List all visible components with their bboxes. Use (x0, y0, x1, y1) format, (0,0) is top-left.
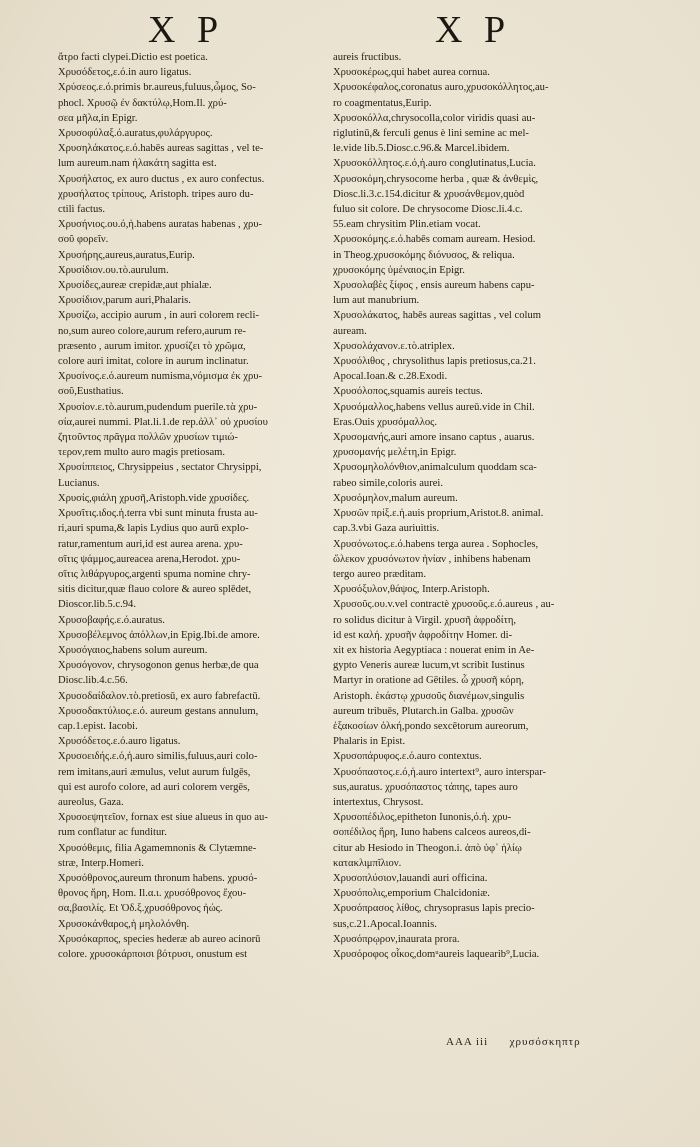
text-line: ro coagmentatus,Eurip. (333, 97, 432, 109)
text-line: rem imitans,auri æmulus, velut aurum fulgēs, (58, 766, 251, 778)
text-line: cap.3.vbi Gaza auriuittis. (333, 523, 440, 535)
text-line: stræ, Interp.Homeri. (58, 857, 144, 869)
text-line: rabeo simile,coloris aurei. (333, 477, 444, 489)
text-line: phocl. Χρυσῷ ἐν δακτύλῳ,Hom.Il. χρύ- (58, 97, 227, 109)
text-line: ὥλεκον χρυσόνωτον ἡνίαν , inhibens habenam (333, 553, 531, 565)
text-line: colore auri imitat, colore in aurum inclinatur. (58, 356, 249, 368)
text-line: Χρυσόροφος οἶκος,domᵘaureis laquearib⁹,Lucia. (333, 948, 540, 960)
text-line: Apocal.Ioan.& c.28.Exodi. (333, 371, 448, 383)
text-line: Χρυσοειδής.ε.ό,ἡ.auro similis,fuluus,auri colo- (58, 751, 258, 763)
text-line: Χρυσόπρῳρον,inaurata prora. (333, 933, 460, 945)
text-line: sitis dicitur,quæ flauo colore & aureo splēdet, (58, 584, 252, 596)
text-line: Χρυσόπρασος λίθος, chrysoprasus lapis precio- (333, 903, 535, 915)
text-line: χρυσομανής μελέτη,in Epigr. (333, 447, 457, 459)
text-line: Χρυσίον.ε.τὸ.aurum,pudendum puerile.τὰ χρυ- (58, 401, 258, 413)
text-line: Χρυσόγονον, chrysogonon genus herbæ,de qua (58, 660, 259, 672)
text-line: Χρυσοπλύσιον,lauandi auri officina. (333, 872, 488, 884)
text-line: id est καλή. χρυσῆν ἀφροδίτην Homer. di- (333, 629, 513, 641)
text-line: ratur,ramentum auri,id est aurea arena. χρυ- (58, 538, 243, 550)
catchword: χρυσόσκηπτρ (509, 1036, 581, 1048)
text-line: Χρυσόξυλον,θάψος, Interp.Aristoph. (333, 584, 490, 596)
text-line: Χρυσοφύλαξ.ό.auratus,φυλάργυρος. (58, 128, 213, 140)
text-line: Χρύσεος.ε.ό.primis br.aureus,fuluus,ὦμος, So- (58, 82, 256, 94)
text-line: Χρυσόπολις,emporium Chalcidoniæ. (333, 888, 490, 900)
text-line: χρυσοκόμης ὑμέναιος,in Epigr. (333, 264, 465, 276)
text-line: Χρυσόλιθος , chrysolithus lapis pretiosus,ca.21. (333, 356, 536, 368)
text-line: intertextus, Chrysost. (333, 796, 424, 808)
text-line: Χρυσόμαλλος,habens vellus aureū.vide in Chil. (333, 401, 535, 413)
text-line: auream. (333, 325, 367, 337)
right-column (333, 50, 605, 962)
text-line: σοῦ,Eusthatius. (58, 386, 124, 398)
text-line: Aristoph. ἑκάστῳ χρυσοῦς διανέμων,singulis (333, 690, 525, 702)
text-line: lum aut manubrium. (333, 295, 420, 307)
text-line: Χρυσοδακτύλιος.ε.ό. aureum gestans annulum, (58, 705, 259, 717)
text-line: 55.eam chrysitim Plin.etiam vocat. (333, 219, 481, 231)
text-line: Χρυσόδετος.ε.ό.auro ligatus. (58, 736, 181, 748)
text-line: Χρυσίδιον.ου.τὸ.aurulum. (58, 264, 169, 276)
text-line: Χρυσόθεμις, filia Agamemnonis & Clytæmne- (58, 842, 257, 854)
running-head-left: X P (148, 9, 225, 51)
text-line: citur ab Hesiodo in Theogon.i. ἀπὸ ὑφ᾽ ἡλίῳ (333, 842, 522, 854)
page-footer (446, 1036, 581, 1048)
text-line: Diosc.li.3.c.154.dicitur & χρυσάνθεμον,quòd (333, 188, 525, 200)
text-line: Χρυσίς,φιάλη χρυσῆ,Aristoph.vide χρυσίδες. (58, 492, 250, 504)
text-line: ἑξακοσίων ὁλκή,pondo sexcētorum aureorum, (333, 720, 529, 732)
text-line: σῖτις λιθάργυρος,argenti spuma nomine chry- (58, 568, 251, 580)
text-line: ctili factus. (58, 204, 106, 216)
text-line: Χρυσίδιον,parum auri,Phalaris. (58, 295, 191, 307)
text-line: θρονος ἥρη, Hom. Il.α.ι. χρυσόθρονος ἔχου- (58, 888, 247, 900)
text-line: ri,auri spuma,& lapis Lydius quo aurū explo- (58, 523, 249, 535)
text-line: Χρυσοκόλλητος.ε.ό,ἡ.auro conglutinatus,Lucia. (333, 158, 536, 170)
text-line: σοπέδιλος ἥρη, Iuno habens calceos aureos,di- (333, 827, 531, 839)
text-line: xit ex historia Aegyptiaca : nouerat enim in Ae- (333, 644, 535, 656)
text-line: Χρυσολάκατος, habēs aureas sagittas , vel colum (333, 310, 541, 322)
text-line: Dioscor.lib.5.c.94. (58, 599, 136, 611)
text-line: rum conflatur ac funditur. (58, 827, 167, 839)
text-line: Χρυσολαβὲς ξίφος , ensis aureum habens capu- (333, 280, 535, 292)
text-line: aureolus, Gaza. (58, 796, 124, 808)
text-line: lum aureum.nam ἠλακάτη sagitta est. (58, 158, 217, 170)
text-line: Χρυσόνωτος.ε.ό.habens terga aurea . Sophocles, (333, 538, 539, 550)
text-line: fuluo sit colore. De chrysocome Diosc.li.4.c. (333, 204, 523, 216)
text-line: Χρυσήρης,aureus,auratus,Eurip. (58, 249, 195, 261)
text-line: Χρυσῖτις.ιδος.ἡ.terra vbi sunt minuta frusta au- (58, 508, 258, 520)
text-line: Χρυσολάχανον.ε.τὸ.atriplex. (333, 340, 455, 352)
text-line: cap.1.epist. Iacobi. (58, 720, 138, 732)
text-line: Χρυσόμηλον,malum aureum. (333, 492, 458, 504)
text-line: Χρυσοκόμης.ε.ό.habēs comam auream. Hesiod. (333, 234, 536, 246)
text-line: Χρυσόκαρπος, species hederæ ab aureo acinorū (58, 933, 261, 945)
text-line: Χρυσοπάρυφος.ε.ό.auro contextus. (333, 751, 482, 763)
text-line: colore. χρυσοκάρποισι βότρυσι, onustum est (58, 948, 248, 960)
text-line: Χρυσομηλολόνθιον,animalculum quoddam sca- (333, 462, 537, 474)
text-line: riglutinū,& ferculi genus è lini semine ac mel- (333, 128, 529, 140)
left-column (58, 50, 326, 962)
text-line: Χρυσίζω, accipio aurum , in auri colorem recli- (58, 310, 259, 322)
text-line: τερον,rem multo auro magis pretiosam. (58, 447, 226, 459)
text-line: Χρυσῶν πρίξ.ε.ἡ.auis proprium,Aristot.8. animal. (333, 508, 544, 520)
text-line: præsento , aurum imitor. χρυσίζει τὸ χρῶμα, (58, 340, 246, 352)
text-line: aureis fructibus. (333, 52, 402, 63)
text-line: κατακλιμπῖλιον. (333, 857, 402, 869)
text-line: Χρυσίππειος, Chrysippeius , sectator Chrysippi, (58, 462, 262, 474)
text-line: Χρυσόπαστος.ε.ό,ἡ.auro intertext⁹, auro interspar- (333, 766, 547, 778)
text-line: ζητοῦντος πρᾶγμα πολλῶν χρυσίων τιμιώ- (58, 432, 238, 444)
text-line: Χρυσοκόλλα,chrysocolla,color viridis quasi au- (333, 112, 536, 124)
text-line: Χρυσόγαιος,habens solum aureum. (58, 644, 208, 656)
text-line: σοῦ φορεῖν. (58, 234, 109, 246)
text-line: Χρυσήλατος, ex auro ductus , ex auro confectus. (58, 173, 265, 185)
text-line: Χρυσοπέδιλος,epitheton Iunonis,ό.ἡ. χρυ- (333, 812, 512, 824)
text-line: Χρυσόδετος,ε.ό.in auro ligatus. (58, 67, 192, 79)
text-line: χρυσήλατος τρίπους, Aristoph. tripes auro du- (58, 188, 254, 200)
text-line: ἄτρο facti clypei.Dictio est poetica. (58, 52, 208, 63)
text-line: tergo aureo præditam. (333, 568, 427, 580)
text-line: gypto Veneris aureæ lucum,vt scribit Iustinus (333, 660, 525, 672)
text-line: σία,aurei nummi. Plat.li.1.de rep.ἀλλ᾽ οὐ χρυσίου (58, 416, 268, 428)
text-line: Martyr in oratione ad Gētiles. ὦ χρυσῆ κόρη, (333, 675, 524, 687)
text-line: Χρυσοβέλεμνος ἀπόλλων,in Epig.Ibi.de amore. (58, 629, 260, 641)
text-line: Χρυσοβαφής.ε.ό.auratus. (58, 614, 165, 626)
text-line: σα,βασιλίς. Et Ὀδ.ξ.χρυσόθρονος ἠώς. (58, 903, 223, 915)
text-line: in Theog.χρυσοκόμης διόνυσος, & reliqua. (333, 249, 515, 261)
text-line: sus,c.21.Apocal.Ioannis. (333, 918, 437, 930)
text-line: sus,auratus. χρυσόπαστος τάπης, tapes auro (333, 781, 518, 793)
text-line: ro solidus dicitur à Virgil. χρυσῆ ἀφροδίτη, (333, 614, 517, 626)
text-line: Lucianus. (58, 477, 100, 489)
text-line: Χρυσόθρονος,aureum thronum habens. χρυσό- (58, 872, 258, 884)
text-line: qui est aurofo colore, ad auri colorem vergēs, (58, 781, 250, 793)
signature-mark: AAA iii (446, 1036, 489, 1048)
text-line: Χρυσοκέρως,qui habet aurea cornua. (333, 67, 490, 79)
text-line: le.vide lib.5.Diosc.c.96.& Marcel.ibidem. (333, 143, 510, 155)
text-line: Χρυσοεψητεῖον, fornax est siue alueus in quo au- (58, 812, 268, 824)
text-line: Χρυσοῦς.ου.v.vel contractè χρυσοῦς.ε.ό.aureus , au- (333, 599, 555, 611)
text-line: Χρυσόλοπος,squamis aureis tectus. (333, 386, 483, 398)
text-line: Χρυσίδες,aureæ crepidæ,aut phialæ. (58, 280, 212, 292)
text-line: Χρυσομανής,auri amore insano captus , auarus. (333, 432, 535, 444)
text-line: Χρυσηλάκατος.ε.ό.habēs aureas sagittas , vel te- (58, 143, 264, 155)
text-line: σῖτις ψάμμος,aureacea arena,Herodot. χρυ- (58, 553, 241, 565)
text-line: Χρυσοδαίδαλον.τὸ.pretiosū, ex auro fabrefactū. (58, 690, 261, 702)
running-head-right: X P (435, 9, 512, 51)
text-line: Χρυσοκόμη,chrysocome herba , quæ & ἀνθεμὶς, (333, 173, 539, 185)
text-line: aureum tribuēs, Plutarch.in Galba. χρυσῶν (333, 705, 514, 717)
text-line: Diosc.lib.4.c.56. (58, 675, 128, 687)
text-line: Χρυσοκέφαλος,coronatus auro,χρυσοκόλλητος,au- (333, 82, 549, 94)
text-line: Χρυσήνιος.ου.ό,ἡ.habens auratas habenas , χρυ- (58, 219, 263, 231)
text-line: Eras.Ouis χρυσόμαλλος. (333, 416, 438, 428)
text-line: Χρυσίνος.ε.ό.aureum numisma,νόμισμα ἐκ χρυ- (58, 371, 263, 383)
text-line: Χρυσοκάνθαρος,ἡ μηλολόνθη. (58, 918, 190, 930)
text-line: σεα μῆλα,in Epigr. (58, 112, 138, 124)
text-line: Phalaris in Epist. (333, 736, 406, 748)
text-line: no,sum aureo colore,aurum refero,aurum re- (58, 325, 246, 337)
